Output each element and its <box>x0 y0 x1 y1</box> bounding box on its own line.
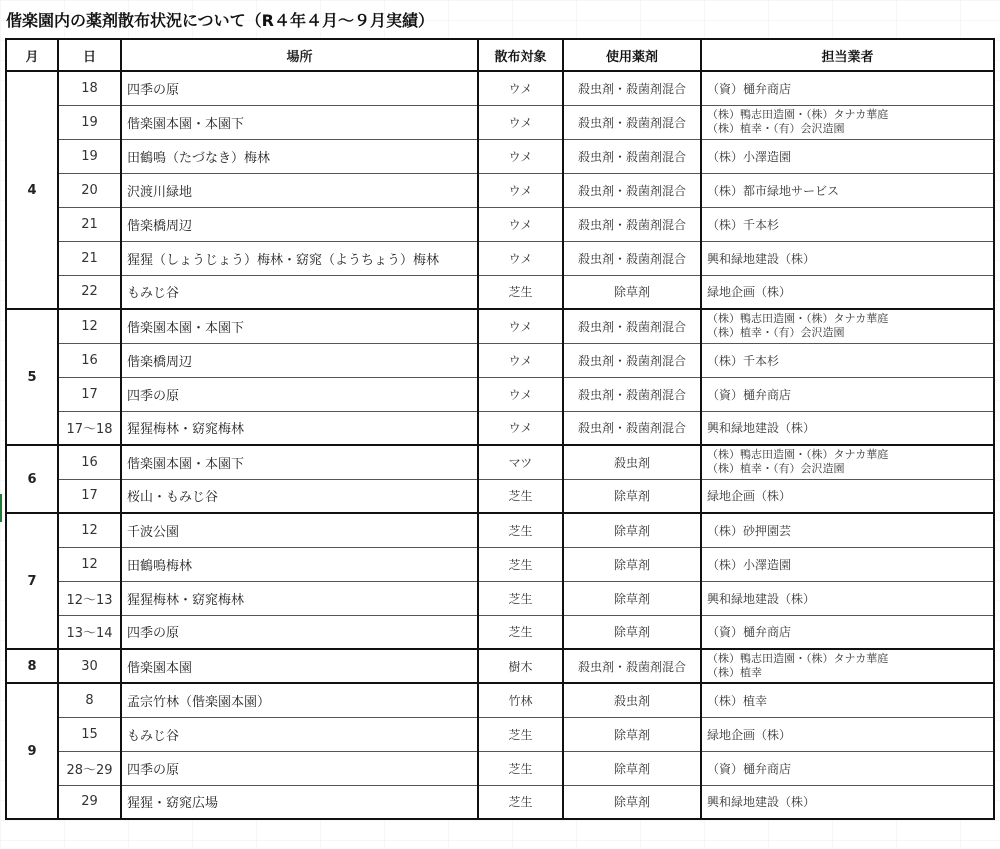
vendor-cell <box>701 785 994 819</box>
vendor-name: （株）植幸・（有）会沢造園 <box>707 462 845 476</box>
vendor-cell <box>701 751 994 785</box>
place-cell: 桜山・もみじ谷 <box>121 479 478 513</box>
day-cell: 18 <box>58 71 121 105</box>
target-cell: ウメ <box>478 411 563 445</box>
table-row <box>6 241 994 275</box>
day-cell: 22 <box>58 275 121 309</box>
vendor-name: 緑地企画（株） <box>707 489 792 504</box>
vendor-cell <box>701 513 994 547</box>
day-cell: 28～29 <box>58 751 121 785</box>
place-cell: 偕楽園本園・本園下 <box>121 445 478 479</box>
table-header-row <box>6 39 994 71</box>
place-cell: 千波公園 <box>121 513 478 547</box>
vendor-cell <box>701 547 994 581</box>
table-row <box>6 377 994 411</box>
vendor-name: （株）植幸・（有）会沢造園 <box>707 122 845 135</box>
day-cell: 19 <box>58 105 121 139</box>
vendor-name: （株）植幸・（有）会沢造園 <box>707 326 845 340</box>
place-cell: 四季の原 <box>121 615 478 649</box>
vendor-name: （株）都市緑地サービス <box>707 183 840 198</box>
chemical-cell: 除草剤 <box>563 479 701 513</box>
table-row <box>6 513 994 547</box>
target-cell: ウメ <box>478 377 563 411</box>
place-cell: 猩猩梅林・窈窕梅林 <box>121 411 478 445</box>
vendor-name: 緑地企画（株） <box>707 727 792 742</box>
table-row <box>6 581 994 615</box>
vendor-cell <box>701 445 994 479</box>
place-cell: 猩猩梅林・窈窕梅林 <box>121 581 478 615</box>
day-cell: 15 <box>58 717 121 751</box>
vendor-cell <box>701 309 994 343</box>
vendor-name: 興和緑地建設（株） <box>707 251 816 266</box>
day-cell: 13～14 <box>58 615 121 649</box>
table-row <box>6 411 994 445</box>
header-target: 散布対象 <box>478 39 563 71</box>
vendor-name: 興和緑地建設（株） <box>707 795 816 810</box>
chemical-cell: 殺虫剤 <box>563 445 701 479</box>
vendor-name: （株）鴨志田造園・（株）タナカ華庭 <box>707 108 889 121</box>
table-row <box>6 173 994 207</box>
vendor-name: （株）鴨志田造園・（株）タナカ華庭 <box>707 652 889 665</box>
header-vendor: 担当業者 <box>701 39 994 71</box>
day-cell: 12 <box>58 309 121 343</box>
chemical-cell: 殺虫剤・殺菌剤混合 <box>563 411 701 445</box>
target-cell: 樹木 <box>478 649 563 683</box>
place-cell: 偕楽橋周辺 <box>121 343 478 377</box>
vendor-name: （株）小澤造園 <box>707 557 792 572</box>
month-cell: 9 <box>6 683 58 819</box>
day-cell: 12 <box>58 513 121 547</box>
header-day: 日 <box>58 39 121 71</box>
header-place: 場所 <box>121 39 478 71</box>
chemical-cell: 殺虫剤・殺菌剤混合 <box>563 343 701 377</box>
place-cell: 偕楽園本園・本園下 <box>121 309 478 343</box>
target-cell: ウメ <box>478 207 563 241</box>
target-cell: 芝生 <box>478 479 563 513</box>
table-row <box>6 309 994 343</box>
vendor-cell <box>701 479 994 513</box>
chemical-cell: 殺虫剤・殺菌剤混合 <box>563 241 701 275</box>
spray-record-table <box>5 38 995 820</box>
vendor-cell <box>701 343 994 377</box>
vendor-cell <box>701 377 994 411</box>
table-row <box>6 71 994 105</box>
table-row <box>6 207 994 241</box>
day-cell: 19 <box>58 139 121 173</box>
place-cell: 猩猩（しょうじょう）梅林・窈窕（ようちょう）梅林 <box>121 241 478 275</box>
chemical-cell: 除草剤 <box>563 615 701 649</box>
vendor-cell <box>701 411 994 445</box>
table-row <box>6 751 994 785</box>
vendor-cell <box>701 683 994 717</box>
vendor-name: （株）小澤造園 <box>707 149 792 164</box>
chemical-cell: 殺虫剤・殺菌剤混合 <box>563 105 701 139</box>
vendor-name: （株）砂押園芸 <box>707 523 792 538</box>
header-chemical: 使用薬剤 <box>563 39 701 71</box>
month-cell: 4 <box>6 71 58 309</box>
vendor-name: （株）鴨志田造園・（株）タナカ華庭 <box>707 448 889 462</box>
vendor-name: （株）千本杉 <box>707 217 780 232</box>
day-cell: 20 <box>58 173 121 207</box>
place-cell: 猩猩・窈窕広場 <box>121 785 478 819</box>
vendor-cell <box>701 581 994 615</box>
chemical-cell: 除草剤 <box>563 513 701 547</box>
place-cell: 孟宗竹林（偕楽園本園） <box>121 683 478 717</box>
table-row <box>6 649 994 683</box>
place-cell: 四季の原 <box>121 377 478 411</box>
chemical-cell: 除草剤 <box>563 785 701 819</box>
chemical-cell: 除草剤 <box>563 581 701 615</box>
vendor-cell <box>701 71 994 105</box>
chemical-cell: 殺虫剤・殺菌剤混合 <box>563 139 701 173</box>
target-cell: 芝生 <box>478 751 563 785</box>
chemical-cell: 殺虫剤・殺菌剤混合 <box>563 377 701 411</box>
vendor-name: （株）千本杉 <box>707 353 780 368</box>
chemical-cell: 殺虫剤・殺菌剤混合 <box>563 309 701 343</box>
vendor-cell <box>701 207 994 241</box>
day-cell: 8 <box>58 683 121 717</box>
month-cell: 6 <box>6 445 58 513</box>
vendor-name: （資）樋弁商店 <box>707 625 792 640</box>
chemical-cell: 除草剤 <box>563 751 701 785</box>
month-cell: 5 <box>6 309 58 445</box>
chemical-cell: 除草剤 <box>563 275 701 309</box>
target-cell: ウメ <box>478 139 563 173</box>
table-row <box>6 343 994 377</box>
vendor-name: （株）植幸 <box>707 666 762 679</box>
table-row <box>6 445 994 479</box>
vendor-cell <box>701 173 994 207</box>
day-cell: 29 <box>58 785 121 819</box>
place-cell: 偕楽園本園・本園下 <box>121 105 478 139</box>
table-row <box>6 615 994 649</box>
month-cell: 7 <box>6 513 58 649</box>
day-cell: 16 <box>58 445 121 479</box>
vendor-name: （資）樋弁商店 <box>707 81 792 96</box>
place-cell: 田鶴鳴（たづなき）梅林 <box>121 139 478 173</box>
place-cell: もみじ谷 <box>121 717 478 751</box>
selection-edge-marker <box>0 494 2 522</box>
vendor-name: （株）植幸 <box>707 693 768 708</box>
vendor-name: （資）樋弁商店 <box>707 761 792 776</box>
chemical-cell: 殺虫剤・殺菌剤混合 <box>563 71 701 105</box>
table-row <box>6 717 994 751</box>
table-row <box>6 105 994 139</box>
table-row <box>6 275 994 309</box>
place-cell: 偕楽園本園 <box>121 649 478 683</box>
day-cell: 12 <box>58 547 121 581</box>
chemical-cell: 殺虫剤・殺菌剤混合 <box>563 649 701 683</box>
day-cell: 17 <box>58 377 121 411</box>
vendor-name: 興和緑地建設（株） <box>707 421 816 436</box>
table-row <box>6 139 994 173</box>
table-row <box>6 785 994 819</box>
vendor-cell <box>701 649 994 683</box>
target-cell: 芝生 <box>478 547 563 581</box>
target-cell: ウメ <box>478 105 563 139</box>
place-cell: 四季の原 <box>121 71 478 105</box>
target-cell: ウメ <box>478 343 563 377</box>
day-cell: 30 <box>58 649 121 683</box>
target-cell: 芝生 <box>478 615 563 649</box>
target-cell: 芝生 <box>478 581 563 615</box>
target-cell: 芝生 <box>478 785 563 819</box>
target-cell: ウメ <box>478 71 563 105</box>
table-body <box>6 71 994 819</box>
table-row <box>6 683 994 717</box>
chemical-cell: 殺虫剤 <box>563 683 701 717</box>
vendor-cell <box>701 615 994 649</box>
month-cell: 8 <box>6 649 58 683</box>
target-cell: ウメ <box>478 241 563 275</box>
day-cell: 12～13 <box>58 581 121 615</box>
vendor-name: 興和緑地建設（株） <box>707 591 816 606</box>
day-cell: 17～18 <box>58 411 121 445</box>
chemical-cell: 殺虫剤・殺菌剤混合 <box>563 207 701 241</box>
vendor-cell <box>701 717 994 751</box>
day-cell: 21 <box>58 207 121 241</box>
table-row <box>6 479 994 513</box>
chemical-cell: 殺虫剤・殺菌剤混合 <box>563 173 701 207</box>
target-cell: 竹林 <box>478 683 563 717</box>
page-title: 偕楽園内の薬剤散布状況について（R４年４月～９月実績） <box>6 11 435 30</box>
day-cell: 17 <box>58 479 121 513</box>
table-row <box>6 547 994 581</box>
vendor-name: 緑地企画（株） <box>707 285 792 300</box>
target-cell: 芝生 <box>478 275 563 309</box>
place-cell: 田鶴鳴梅林 <box>121 547 478 581</box>
target-cell: マツ <box>478 445 563 479</box>
day-cell: 21 <box>58 241 121 275</box>
target-cell: 芝生 <box>478 513 563 547</box>
target-cell: ウメ <box>478 309 563 343</box>
target-cell: ウメ <box>478 173 563 207</box>
place-cell: 四季の原 <box>121 751 478 785</box>
place-cell: 偕楽橋周辺 <box>121 207 478 241</box>
vendor-cell <box>701 275 994 309</box>
header-month: 月 <box>6 39 58 71</box>
vendor-name: （資）樋弁商店 <box>707 387 792 402</box>
vendor-name: （株）鴨志田造園・（株）タナカ華庭 <box>707 312 889 326</box>
vendor-cell <box>701 241 994 275</box>
chemical-cell: 除草剤 <box>563 547 701 581</box>
chemical-cell: 除草剤 <box>563 717 701 751</box>
day-cell: 16 <box>58 343 121 377</box>
vendor-cell <box>701 139 994 173</box>
place-cell: 沢渡川緑地 <box>121 173 478 207</box>
vendor-cell <box>701 105 994 139</box>
place-cell: もみじ谷 <box>121 275 478 309</box>
target-cell: 芝生 <box>478 717 563 751</box>
